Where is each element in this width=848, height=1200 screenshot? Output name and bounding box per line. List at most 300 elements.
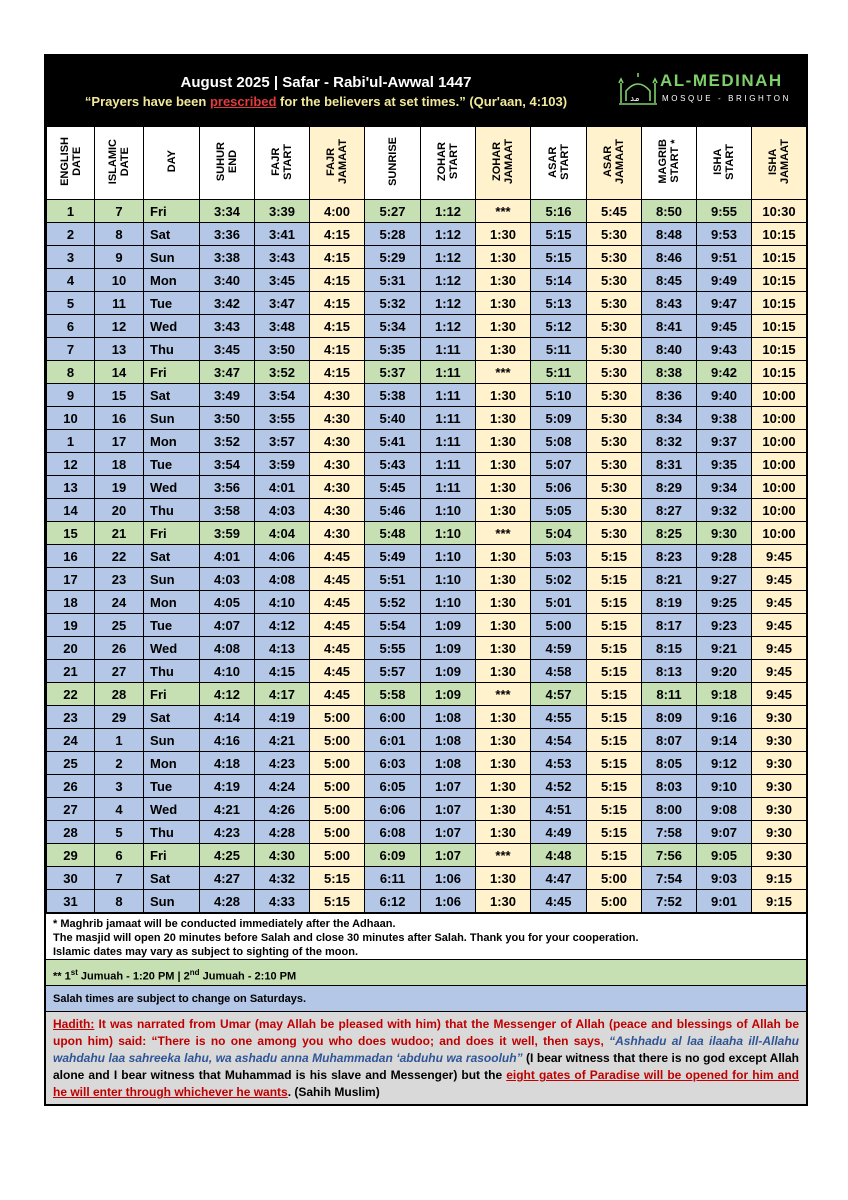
cell-asar-start: 4:49 xyxy=(531,821,587,844)
table-row xyxy=(47,361,807,384)
cell-asar-start: 4:48 xyxy=(531,844,587,867)
cell-asar-jamaat: 5:15 xyxy=(587,660,642,683)
cell-asar-jamaat: 5:45 xyxy=(587,200,642,223)
cell-asar-start: 4:53 xyxy=(531,752,587,775)
cell-zohar-start: 1:12 xyxy=(421,246,476,269)
cell-english-date: 10 xyxy=(47,407,95,430)
cell-fajr-start: 4:10 xyxy=(255,591,310,614)
cell-asar-jamaat: 5:30 xyxy=(587,522,642,545)
cell-day: Fri xyxy=(144,361,200,384)
cell-islamic-date: 16 xyxy=(95,407,144,430)
cell-isha-jamaat: 9:45 xyxy=(752,614,807,637)
cell-magrib-start: 8:50 xyxy=(642,200,697,223)
cell-day: Sun xyxy=(144,568,200,591)
cell-zohar-jamaat: 1:30 xyxy=(476,729,531,752)
cell-day: Wed xyxy=(144,476,200,499)
cell-fajr-start: 4:04 xyxy=(255,522,310,545)
cell-sunrise: 5:51 xyxy=(365,568,421,591)
cell-fajr-jamaat: 5:15 xyxy=(310,867,365,890)
jumuah-text-3: Jumuah - 2:10 PM xyxy=(199,970,297,983)
cell-asar-jamaat: 5:30 xyxy=(587,338,642,361)
cell-magrib-start: 8:31 xyxy=(642,453,697,476)
cell-zohar-start: 1:06 xyxy=(421,890,476,913)
cell-zohar-jamaat: 1:30 xyxy=(476,453,531,476)
cell-suhur-end: 3:59 xyxy=(200,522,255,545)
cell-zohar-start: 1:09 xyxy=(421,614,476,637)
cell-islamic-date: 21 xyxy=(95,522,144,545)
cell-islamic-date: 7 xyxy=(95,867,144,890)
cell-fajr-start: 4:01 xyxy=(255,476,310,499)
cell-islamic-date: 22 xyxy=(95,545,144,568)
cell-zohar-jamaat: 1:30 xyxy=(476,545,531,568)
cell-english-date: 28 xyxy=(47,821,95,844)
cell-fajr-jamaat: 4:00 xyxy=(310,200,365,223)
cell-zohar-start: 1:12 xyxy=(421,315,476,338)
cell-fajr-jamaat: 4:30 xyxy=(310,476,365,499)
cell-isha-jamaat: 9:45 xyxy=(752,660,807,683)
table-row xyxy=(47,338,807,361)
table-row xyxy=(47,246,807,269)
cell-asar-jamaat: 5:30 xyxy=(587,430,642,453)
cell-asar-jamaat: 5:30 xyxy=(587,246,642,269)
table-row xyxy=(47,269,807,292)
cell-english-date: 13 xyxy=(47,476,95,499)
cell-isha-start: 9:42 xyxy=(697,361,752,384)
cell-suhur-end: 3:36 xyxy=(200,223,255,246)
cell-day: Thu xyxy=(144,821,200,844)
cell-suhur-end: 4:12 xyxy=(200,683,255,706)
cell-sunrise: 5:40 xyxy=(365,407,421,430)
cell-day: Sat xyxy=(144,223,200,246)
cell-day: Tue xyxy=(144,453,200,476)
cell-zohar-jamaat: 1:30 xyxy=(476,591,531,614)
cell-islamic-date: 6 xyxy=(95,844,144,867)
cell-zohar-start: 1:11 xyxy=(421,430,476,453)
cell-fajr-jamaat: 4:45 xyxy=(310,591,365,614)
cell-magrib-start: 8:29 xyxy=(642,476,697,499)
cell-magrib-start: 8:05 xyxy=(642,752,697,775)
table-row xyxy=(47,384,807,407)
cell-english-date: 3 xyxy=(47,246,95,269)
cell-asar-start: 4:54 xyxy=(531,729,587,752)
cell-islamic-date: 10 xyxy=(95,269,144,292)
table-row xyxy=(47,683,807,706)
cell-day: Fri xyxy=(144,200,200,223)
cell-fajr-jamaat: 4:15 xyxy=(310,223,365,246)
cell-islamic-date: 27 xyxy=(95,660,144,683)
cell-english-date: 20 xyxy=(47,637,95,660)
cell-day: Thu xyxy=(144,660,200,683)
cell-sunrise: 6:11 xyxy=(365,867,421,890)
cell-isha-start: 9:43 xyxy=(697,338,752,361)
cell-asar-start: 4:59 xyxy=(531,637,587,660)
column-header-label: ASAR JAMAAT xyxy=(602,138,626,184)
cell-zohar-start: 1:12 xyxy=(421,200,476,223)
cell-asar-jamaat: 5:15 xyxy=(587,683,642,706)
cell-zohar-jamaat: 1:30 xyxy=(476,752,531,775)
cell-suhur-end: 4:08 xyxy=(200,637,255,660)
cell-magrib-start: 8:36 xyxy=(642,384,697,407)
cell-zohar-start: 1:07 xyxy=(421,798,476,821)
page-title: August 2025 | Safar - Rabi'ul-Awwal 1447 xyxy=(180,74,472,91)
cell-suhur-end: 4:03 xyxy=(200,568,255,591)
cell-day: Sat xyxy=(144,706,200,729)
cell-fajr-jamaat: 4:15 xyxy=(310,269,365,292)
cell-day: Mon xyxy=(144,430,200,453)
cell-fajr-start: 4:13 xyxy=(255,637,310,660)
cell-asar-start: 4:47 xyxy=(531,867,587,890)
cell-magrib-start: 8:41 xyxy=(642,315,697,338)
cell-zohar-start: 1:11 xyxy=(421,338,476,361)
cell-zohar-jamaat: 1:30 xyxy=(476,407,531,430)
table-row xyxy=(47,223,807,246)
cell-zohar-start: 1:12 xyxy=(421,223,476,246)
column-header-day xyxy=(144,127,200,200)
cell-zohar-start: 1:09 xyxy=(421,637,476,660)
cell-zohar-jamaat: 1:30 xyxy=(476,660,531,683)
column-header-label: ZOHAR JAMAAT xyxy=(491,138,515,184)
cell-fajr-jamaat: 5:00 xyxy=(310,821,365,844)
cell-isha-jamaat: 9:45 xyxy=(752,591,807,614)
cell-zohar-jamaat: 1:30 xyxy=(476,499,531,522)
cell-magrib-start: 8:45 xyxy=(642,269,697,292)
cell-suhur-end: 3:56 xyxy=(200,476,255,499)
cell-suhur-end: 3:43 xyxy=(200,315,255,338)
cell-isha-jamaat: 9:45 xyxy=(752,683,807,706)
table-row xyxy=(47,315,807,338)
cell-english-date: 21 xyxy=(47,660,95,683)
cell-suhur-end: 4:07 xyxy=(200,614,255,637)
cell-isha-jamaat: 9:30 xyxy=(752,729,807,752)
cell-magrib-start: 8:15 xyxy=(642,637,697,660)
cell-fajr-start: 3:54 xyxy=(255,384,310,407)
notes-box xyxy=(46,913,806,959)
cell-fajr-jamaat: 5:00 xyxy=(310,844,365,867)
cell-magrib-start: 7:58 xyxy=(642,821,697,844)
cell-asar-start: 5:08 xyxy=(531,430,587,453)
cell-islamic-date: 8 xyxy=(95,223,144,246)
cell-zohar-jamaat: *** xyxy=(476,683,531,706)
cell-suhur-end: 4:23 xyxy=(200,821,255,844)
cell-suhur-end: 4:16 xyxy=(200,729,255,752)
cell-fajr-jamaat: 5:00 xyxy=(310,752,365,775)
cell-sunrise: 5:41 xyxy=(365,430,421,453)
cell-islamic-date: 7 xyxy=(95,200,144,223)
logo-name: AL-MEDINAH xyxy=(660,71,783,90)
cell-asar-start: 5:01 xyxy=(531,591,587,614)
cell-asar-start: 5:11 xyxy=(531,361,587,384)
cell-sunrise: 6:01 xyxy=(365,729,421,752)
table-row xyxy=(47,821,807,844)
cell-zohar-start: 1:12 xyxy=(421,292,476,315)
cell-isha-jamaat: 10:15 xyxy=(752,246,807,269)
table-row xyxy=(47,844,807,867)
cell-fajr-jamaat: 5:00 xyxy=(310,775,365,798)
cell-zohar-start: 1:06 xyxy=(421,867,476,890)
cell-magrib-start: 8:21 xyxy=(642,568,697,591)
cell-fajr-jamaat: 5:15 xyxy=(310,890,365,913)
cell-day: Sat xyxy=(144,867,200,890)
cell-magrib-start: 8:13 xyxy=(642,660,697,683)
table-row xyxy=(47,752,807,775)
cell-zohar-start: 1:11 xyxy=(421,384,476,407)
cell-isha-jamaat: 9:30 xyxy=(752,706,807,729)
table-row xyxy=(47,660,807,683)
cell-isha-start: 9:18 xyxy=(697,683,752,706)
cell-sunrise: 5:54 xyxy=(365,614,421,637)
table-row xyxy=(47,775,807,798)
cell-english-date: 19 xyxy=(47,614,95,637)
cell-asar-start: 5:02 xyxy=(531,568,587,591)
cell-day: Fri xyxy=(144,522,200,545)
cell-suhur-end: 4:01 xyxy=(200,545,255,568)
cell-sunrise: 5:49 xyxy=(365,545,421,568)
cell-isha-start: 9:23 xyxy=(697,614,752,637)
cell-isha-start: 9:07 xyxy=(697,821,752,844)
cell-islamic-date: 3 xyxy=(95,775,144,798)
cell-day: Fri xyxy=(144,683,200,706)
cell-islamic-date: 17 xyxy=(95,430,144,453)
cell-zohar-start: 1:09 xyxy=(421,660,476,683)
cell-isha-jamaat: 10:00 xyxy=(752,522,807,545)
column-header-fajr-jamaat xyxy=(310,127,365,200)
table-row xyxy=(47,637,807,660)
cell-isha-start: 9:08 xyxy=(697,798,752,821)
cell-fajr-jamaat: 4:45 xyxy=(310,614,365,637)
cell-fajr-jamaat: 5:00 xyxy=(310,729,365,752)
cell-isha-start: 9:03 xyxy=(697,867,752,890)
cell-asar-jamaat: 5:30 xyxy=(587,384,642,407)
cell-sunrise: 5:57 xyxy=(365,660,421,683)
cell-islamic-date: 12 xyxy=(95,315,144,338)
jumuah-note xyxy=(46,959,806,985)
cell-isha-start: 9:30 xyxy=(697,522,752,545)
cell-english-date: 7 xyxy=(47,338,95,361)
cell-zohar-start: 1:11 xyxy=(421,361,476,384)
cell-day: Thu xyxy=(144,499,200,522)
cell-zohar-jamaat: 1:30 xyxy=(476,292,531,315)
cell-sunrise: 5:37 xyxy=(365,361,421,384)
table-row xyxy=(47,729,807,752)
cell-english-date: 2 xyxy=(47,223,95,246)
cell-isha-jamaat: 10:00 xyxy=(752,453,807,476)
cell-zohar-start: 1:07 xyxy=(421,775,476,798)
cell-fajr-jamaat: 4:45 xyxy=(310,683,365,706)
cell-asar-start: 5:03 xyxy=(531,545,587,568)
cell-zohar-jamaat: 1:30 xyxy=(476,821,531,844)
cell-islamic-date: 28 xyxy=(95,683,144,706)
cell-zohar-start: 1:10 xyxy=(421,522,476,545)
cell-isha-start: 9:25 xyxy=(697,591,752,614)
column-header-row xyxy=(47,127,807,200)
cell-asar-start: 5:05 xyxy=(531,499,587,522)
cell-zohar-start: 1:11 xyxy=(421,476,476,499)
table-row xyxy=(47,798,807,821)
quote-start: “Prayers have been xyxy=(84,94,210,109)
cell-asar-jamaat: 5:30 xyxy=(587,361,642,384)
cell-islamic-date: 23 xyxy=(95,568,144,591)
cell-fajr-start: 4:21 xyxy=(255,729,310,752)
column-header-isha-start xyxy=(697,127,752,200)
cell-isha-start: 9:34 xyxy=(697,476,752,499)
cell-isha-jamaat: 10:15 xyxy=(752,292,807,315)
cell-day: Tue xyxy=(144,292,200,315)
cell-english-date: 9 xyxy=(47,384,95,407)
cell-asar-start: 5:16 xyxy=(531,200,587,223)
column-header-sunrise xyxy=(365,127,421,200)
cell-magrib-start: 8:17 xyxy=(642,614,697,637)
cell-isha-jamaat: 9:45 xyxy=(752,545,807,568)
cell-isha-jamaat: 10:00 xyxy=(752,384,807,407)
cell-english-date: 15 xyxy=(47,522,95,545)
cell-english-date: 4 xyxy=(47,269,95,292)
cell-fajr-start: 3:39 xyxy=(255,200,310,223)
cell-asar-jamaat: 5:15 xyxy=(587,821,642,844)
cell-asar-jamaat: 5:15 xyxy=(587,591,642,614)
cell-asar-start: 5:15 xyxy=(531,246,587,269)
cell-suhur-end: 4:10 xyxy=(200,660,255,683)
cell-isha-jamaat: 10:00 xyxy=(752,430,807,453)
jumuah-sup-1: st xyxy=(70,968,78,977)
cell-magrib-start: 7:54 xyxy=(642,867,697,890)
column-header-fajr-start xyxy=(255,127,310,200)
cell-english-date: 29 xyxy=(47,844,95,867)
cell-magrib-start: 8:19 xyxy=(642,591,697,614)
cell-magrib-start: 8:07 xyxy=(642,729,697,752)
cell-fajr-jamaat: 4:15 xyxy=(310,338,365,361)
cell-fajr-start: 4:33 xyxy=(255,890,310,913)
cell-islamic-date: 11 xyxy=(95,292,144,315)
column-header-label: ISLAMIC DATE xyxy=(107,138,131,185)
cell-zohar-jamaat: 1:30 xyxy=(476,338,531,361)
cell-asar-jamaat: 5:30 xyxy=(587,269,642,292)
cell-isha-jamaat: 10:00 xyxy=(752,407,807,430)
cell-asar-jamaat: 5:30 xyxy=(587,292,642,315)
cell-zohar-jamaat: 1:30 xyxy=(476,476,531,499)
cell-magrib-start: 7:52 xyxy=(642,890,697,913)
cell-asar-jamaat: 5:15 xyxy=(587,614,642,637)
cell-asar-jamaat: 5:15 xyxy=(587,729,642,752)
cell-fajr-start: 3:43 xyxy=(255,246,310,269)
cell-magrib-start: 7:56 xyxy=(642,844,697,867)
cell-isha-start: 9:32 xyxy=(697,499,752,522)
cell-isha-start: 9:05 xyxy=(697,844,752,867)
cell-islamic-date: 2 xyxy=(95,752,144,775)
cell-suhur-end: 3:49 xyxy=(200,384,255,407)
table-body xyxy=(47,200,807,913)
cell-fajr-start: 3:41 xyxy=(255,223,310,246)
cell-asar-start: 4:51 xyxy=(531,798,587,821)
cell-fajr-start: 4:24 xyxy=(255,775,310,798)
column-header-asar-start xyxy=(531,127,587,200)
table-row xyxy=(47,890,807,913)
cell-fajr-jamaat: 4:15 xyxy=(310,315,365,338)
cell-isha-jamaat: 9:30 xyxy=(752,821,807,844)
header-banner xyxy=(46,56,806,126)
cell-fajr-jamaat: 4:30 xyxy=(310,407,365,430)
cell-zohar-start: 1:11 xyxy=(421,407,476,430)
cell-asar-jamaat: 5:15 xyxy=(587,637,642,660)
cell-isha-start: 9:01 xyxy=(697,890,752,913)
moon-sighting-note: Islamic dates may vary as subject to sighting of the moon. xyxy=(53,946,359,958)
cell-fajr-jamaat: 4:45 xyxy=(310,660,365,683)
table-row xyxy=(47,476,807,499)
cell-magrib-start: 8:00 xyxy=(642,798,697,821)
cell-isha-jamaat: 10:00 xyxy=(752,476,807,499)
cell-suhur-end: 3:50 xyxy=(200,407,255,430)
cell-zohar-jamaat: 1:30 xyxy=(476,890,531,913)
cell-suhur-end: 3:40 xyxy=(200,269,255,292)
table-row xyxy=(47,568,807,591)
quote-end: for the believers at set times.” (Qur'aan, 4:103) xyxy=(276,94,568,109)
column-header-label: DAY xyxy=(165,150,178,173)
cell-zohar-start: 1:10 xyxy=(421,591,476,614)
cell-english-date: 12 xyxy=(47,453,95,476)
cell-zohar-start: 1:07 xyxy=(421,844,476,867)
cell-islamic-date: 14 xyxy=(95,361,144,384)
cell-islamic-date: 19 xyxy=(95,476,144,499)
cell-day: Sun xyxy=(144,407,200,430)
cell-isha-jamaat: 9:15 xyxy=(752,867,807,890)
cell-magrib-start: 8:27 xyxy=(642,499,697,522)
cell-islamic-date: 26 xyxy=(95,637,144,660)
cell-sunrise: 5:55 xyxy=(365,637,421,660)
cell-islamic-date: 15 xyxy=(95,384,144,407)
cell-fajr-jamaat: 4:30 xyxy=(310,384,365,407)
column-header-asar-jamaat xyxy=(587,127,642,200)
cell-zohar-jamaat: 1:30 xyxy=(476,246,531,269)
cell-magrib-start: 8:09 xyxy=(642,706,697,729)
cell-english-date: 23 xyxy=(47,706,95,729)
cell-zohar-jamaat: *** xyxy=(476,844,531,867)
cell-day: Sun xyxy=(144,729,200,752)
hadith-source: . (Sahih Muslim) xyxy=(287,1085,380,1099)
prayer-times-table xyxy=(46,126,807,913)
hadith-box xyxy=(46,1011,806,1104)
cell-asar-start: 5:14 xyxy=(531,269,587,292)
cell-sunrise: 6:09 xyxy=(365,844,421,867)
table-row xyxy=(47,407,807,430)
cell-day: Fri xyxy=(144,844,200,867)
cell-magrib-start: 8:32 xyxy=(642,430,697,453)
cell-english-date: 18 xyxy=(47,591,95,614)
cell-isha-start: 9:21 xyxy=(697,637,752,660)
cell-isha-start: 9:12 xyxy=(697,752,752,775)
cell-asar-start: 5:07 xyxy=(531,453,587,476)
cell-magrib-start: 8:34 xyxy=(642,407,697,430)
cell-zohar-start: 1:07 xyxy=(421,821,476,844)
cell-suhur-end: 4:18 xyxy=(200,752,255,775)
cell-isha-jamaat: 10:30 xyxy=(752,200,807,223)
cell-isha-jamaat: 9:30 xyxy=(752,798,807,821)
cell-english-date: 24 xyxy=(47,729,95,752)
cell-fajr-jamaat: 4:45 xyxy=(310,637,365,660)
cell-sunrise: 5:34 xyxy=(365,315,421,338)
cell-sunrise: 5:58 xyxy=(365,683,421,706)
cell-english-date: 30 xyxy=(47,867,95,890)
hadith-arabic-transliteration: “Ashhadu al laa ilaaha ill-Allahu wahdahu laa sahreeka lahu, wa ashadu anna Muhammadan ‘abduhu wa rasooluh” xyxy=(53,1034,799,1065)
cell-fajr-start: 3:50 xyxy=(255,338,310,361)
cell-fajr-start: 4:32 xyxy=(255,867,310,890)
cell-asar-start: 4:52 xyxy=(531,775,587,798)
cell-fajr-start: 3:52 xyxy=(255,361,310,384)
cell-sunrise: 5:28 xyxy=(365,223,421,246)
cell-zohar-start: 1:10 xyxy=(421,568,476,591)
cell-magrib-start: 8:11 xyxy=(642,683,697,706)
cell-english-date: 8 xyxy=(47,361,95,384)
cell-fajr-start: 4:12 xyxy=(255,614,310,637)
cell-asar-start: 5:04 xyxy=(531,522,587,545)
